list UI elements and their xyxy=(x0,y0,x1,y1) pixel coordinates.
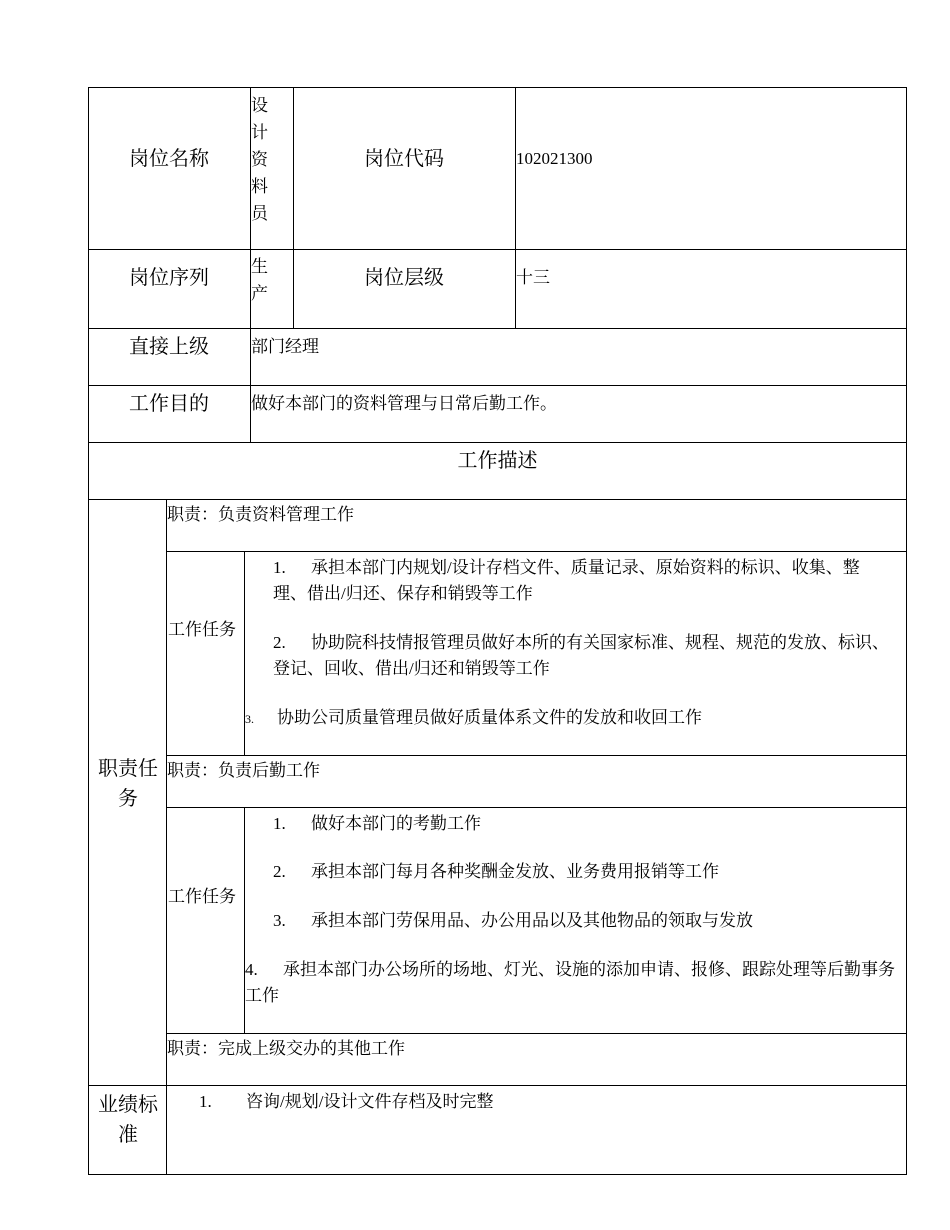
row-divider xyxy=(166,755,907,756)
position-name-value: 设计资料员 xyxy=(251,96,268,223)
task-item: 1. 承担本部门内规划/设计存档文件、质量记录、原始资料的标识、收集、整理、借出/归还、保存和销毁等工作 xyxy=(273,558,860,603)
task-item: 2. 承担本部门每月各种奖酬金发放、业务费用报销等工作 xyxy=(273,862,719,881)
row-divider xyxy=(88,1085,907,1086)
supervisor-value: 部门经理 xyxy=(251,337,319,356)
position-code-label: 岗位代码 xyxy=(364,148,444,170)
performance-label: 业绩标准 xyxy=(98,1094,158,1146)
duty-title: 职责：负责资料管理工作 xyxy=(167,505,354,524)
duties-label: 职责任务 xyxy=(98,758,158,810)
purpose-value: 做好本部门的资料管理与日常后勤工作。 xyxy=(251,394,557,413)
row-divider xyxy=(88,249,907,250)
col-divider xyxy=(293,87,294,328)
purpose-label: 工作目的 xyxy=(129,393,209,415)
task-item: 4. 承担本部门办公场所的场地、灯光、设施的添加申请、报修、跟踪处理等后勤事务工作 xyxy=(245,960,895,1005)
row-divider xyxy=(88,499,907,500)
row-divider xyxy=(166,1033,907,1034)
supervisor-label: 直接上级 xyxy=(129,336,209,358)
level-value: 十三 xyxy=(516,268,550,287)
row-divider xyxy=(166,551,907,552)
sequence-label: 岗位序列 xyxy=(129,267,209,289)
col-divider xyxy=(166,499,167,1175)
row-divider xyxy=(88,442,907,443)
task-label: 工作任务 xyxy=(168,887,236,906)
col-divider xyxy=(515,87,516,328)
duty-title: 职责：完成上级交办的其他工作 xyxy=(167,1039,405,1058)
task-item: 2. 协助院科技情报管理员做好本所的有关国家标准、规程、规范的发放、标识、登记、回收、借出/归还和销毁等工作 xyxy=(273,633,889,678)
position-code-value: 102021300 xyxy=(516,149,593,168)
row-divider xyxy=(166,807,907,808)
position-name-label: 岗位名称 xyxy=(129,148,209,170)
task-item: 1. 做好本部门的考勤工作 xyxy=(273,814,481,833)
row-divider xyxy=(88,328,907,329)
sequence-value: 生产 xyxy=(251,257,268,303)
task-item: 3. 协助公司质量管理员做好质量体系文件的发放和收回工作 xyxy=(245,708,702,727)
duty-title: 职责：负责后勤工作 xyxy=(167,761,320,780)
performance-item: 1. 咨询/规划/设计文件存档及时完整 xyxy=(199,1092,494,1111)
row-divider xyxy=(88,385,907,386)
task-label: 工作任务 xyxy=(168,620,236,639)
task-item: 3. 承担本部门劳保用品、办公用品以及其他物品的领取与发放 xyxy=(273,911,753,930)
level-label: 岗位层级 xyxy=(364,267,444,289)
section-title: 工作描述 xyxy=(457,450,538,472)
